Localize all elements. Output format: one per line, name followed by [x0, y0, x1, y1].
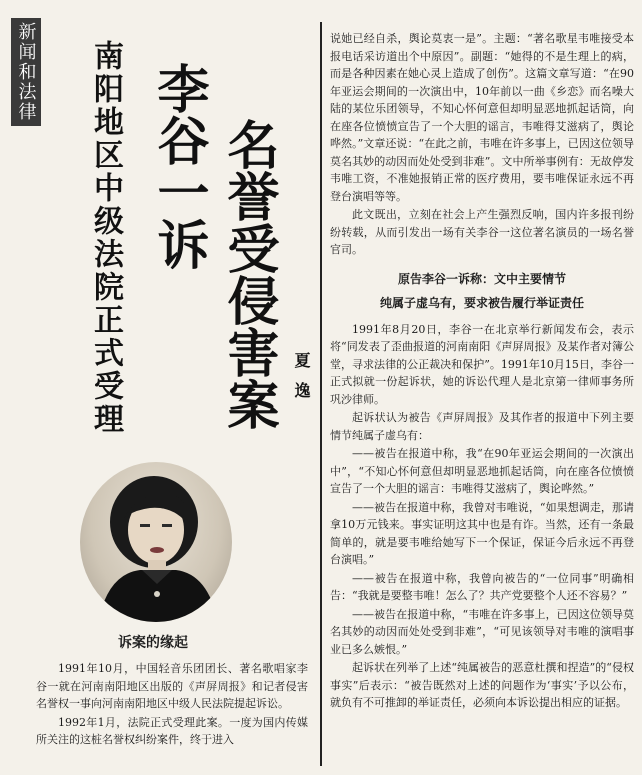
paragraph: ——被告在报道中称，我“在90年亚运会期间的一次演出中”，“不知心怀何意但却明显恶地抓起话筒，向在座各位愤愤宣告了一个大胆的谣言：韦唯得艾滋病了，舆论哗然。”: [330, 447, 634, 495]
paragraph: 1991年8月20日，李谷一在北京举行新闻发布会，表示将“同发表了歪曲报道的河南南阳《声屏周报》及某作者对簿公堂，寻求法律的公正裁决和保护”。1991年10月15日，李谷一正式拟就一份起诉状，她的诉讼代理人是北京第一律师事务所巩沙律师。: [330, 322, 634, 406]
section-heading: [330, 267, 634, 315]
portrait-photo: [80, 462, 232, 622]
column-divider: [320, 22, 322, 766]
right-article-column: [330, 30, 634, 713]
paragraph: ——被告在报道中称，我曾对韦唯说，“如果想调走，那请拿10万元钱来。事实证明这其中也是有诈。当然，还有一条最简单的，就是要韦唯给她写下一个保证，保证今后永远不再登台演唱。”: [330, 500, 634, 566]
paragraph: 1991年10月，中国轻音乐团团长、著名歌唱家李谷一就在河南南阳地区出版的《声屏周报》和记者侵害名誉权一事向河南南阳地区中级人民法院提起诉讼。: [36, 662, 308, 710]
section-heading-line2: 纯属子虚乌有，要求被告履行举证责任: [379, 295, 584, 310]
headline-line1: 名誉受侵害案: [218, 118, 278, 430]
headline-line2: 李谷一诉: [148, 62, 208, 270]
section-tag: 新闻和法律: [11, 18, 41, 126]
paragraph: 1992年1月，法院正式受理此案。一度为国内传媒所关注的这桩名誉权纠纷案件，终于进入: [36, 715, 308, 746]
portrait-figure: [80, 462, 232, 622]
paragraph: ——被告在报道中称，我曾向被告的“一位同事”明确相告：“我就是要整韦唯！怎么了？共产党要整个人还不容易？”: [330, 571, 634, 602]
author-byline: 夏逸: [292, 352, 311, 412]
photo-caption: 诉案的缘起: [118, 635, 188, 651]
paragraph: 起诉状在列举了上述“纯属被告的恶意杜撰和捏造”的“侵权事实”后表示：“被告既然对上述的问题作为‘事实’予以公布，就负有不可推卸的举证责任，必须向本诉讼提出相应的证据。: [330, 661, 634, 709]
left-article-column: [36, 660, 308, 750]
paragraph: 起诉状认为被告《声屏周报》及其作者的报道中下列主要情节纯属子虚乌有：: [330, 411, 634, 442]
section-heading-line1: 原告李谷一诉称：文中主要情节: [397, 271, 566, 286]
headline-subtitle: 南阳地区中级法院正式受理: [88, 40, 123, 436]
paragraph: ——被告在报道中称，“韦唯在许多事上，已因这位领导莫名其妙的动因而处处受到非难”，“可见该领导对韦唯的演唱事业已多么嫉恨。”: [330, 607, 634, 656]
paragraph: 此文既出，立刻在社会上产生强烈反响，国内许多报刊纷纷转载，从而引发出一场有关李谷一这位著名演员的一场名誉官司。: [330, 208, 634, 256]
paragraph: 说她已经自杀，舆论莫衷一是”。主题：“著名歌星韦唯接受本报电话采访道出个中原因”。副题：“她得的不是生理上的病，而是各种因素在她心灵上造成了创伤”。这篇文章写道：“在90年亚运会期间的一次演出中，10年前以一曲《乡恋》而名噪大陆的某位乐团领导，不知心怀何意但却明显恶地抓起话筒，向在座各位愤愤宣告了一个大胆的谣言，韦唯得艾滋病了，舆论哗然。”文章还说：“在此之前，韦唯在许多事上，已因这位领导莫名其妙的动因而处处受到非难”。文中所举事例有：无故停发韦唯工资，不准她报销正常的医疗费用，要韦唯保证永远不再登台演唱等等。: [330, 32, 634, 203]
